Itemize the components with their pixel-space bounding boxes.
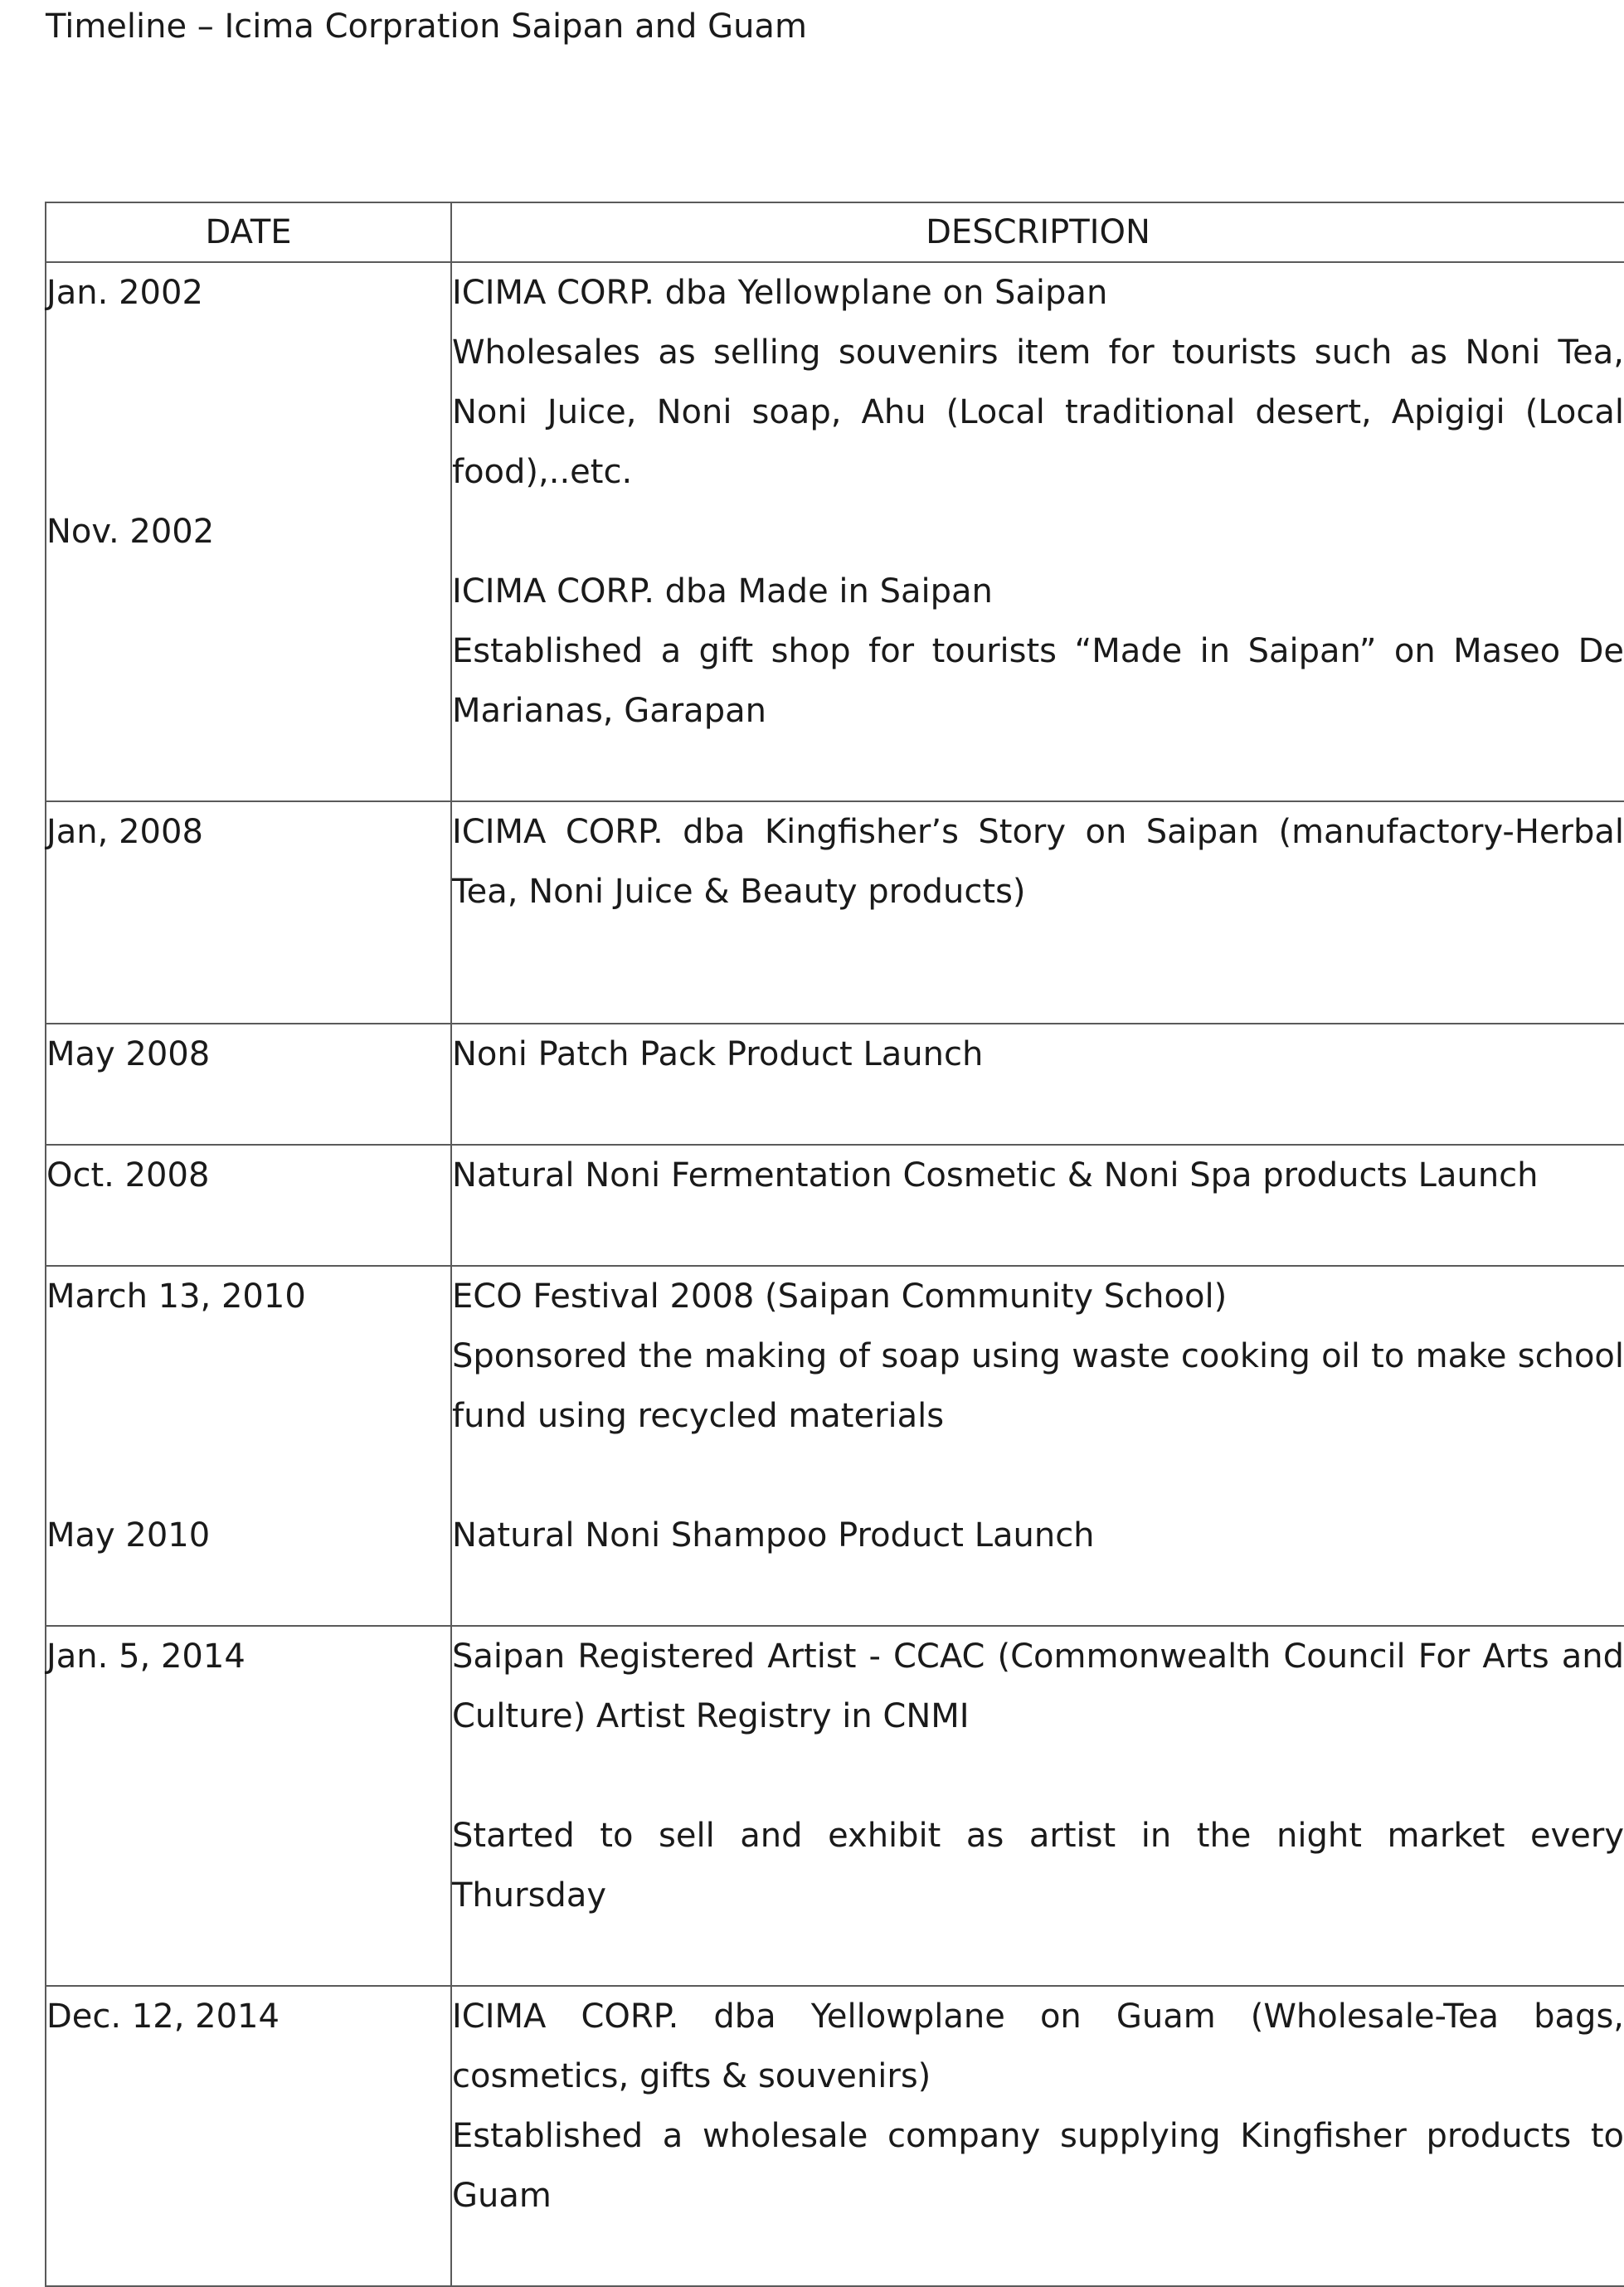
description-cell	[451, 1626, 1624, 1986]
entry-heading: Natural Noni Fermentation Cosmetic & Noni Spa products Launch	[452, 1156, 1539, 1195]
entry-heading: ICIMA CORP. dba Yellowplane on Guam (Wholesale-Tea bags, cosmetics, gifts & souvenirs)	[452, 1997, 1624, 2095]
table-row	[46, 801, 1624, 1024]
entry-body: Sponsored the making of soap using waste cooking oil to make school fund using recycled materials	[452, 1337, 1624, 1435]
timeline-table	[45, 202, 1624, 2287]
entry-heading: ECO Festival 2008 (Saipan Community School)	[452, 1277, 1228, 1316]
table-row	[46, 1145, 1624, 1266]
entry-date: Jan. 5, 2014	[46, 1637, 246, 1676]
table-row	[46, 1266, 1624, 1626]
description-cell	[451, 1266, 1624, 1626]
table-header-row	[46, 202, 1624, 262]
entry-date: Oct. 2008	[46, 1156, 210, 1195]
date-cell	[46, 1266, 451, 1626]
date-cell	[46, 1986, 451, 2286]
table-row	[46, 262, 1624, 801]
entry-date: Dec. 12, 2014	[46, 1997, 280, 2036]
table-row	[46, 1986, 1624, 2286]
entry-date: Nov. 2002	[46, 513, 215, 551]
entry-date: Jan. 2002	[46, 274, 203, 312]
entry-body: Established a gift shop for tourists “Made in Saipan” on Maseo De Marianas, Garapan	[452, 632, 1624, 730]
entry-heading: Saipan Registered Artist - CCAC (Commonwealth Council For Arts and Culture) Artist Registry in CNMI	[452, 1637, 1624, 1735]
entry-date: May 2010	[46, 1516, 211, 1555]
date-cell	[46, 262, 451, 801]
entry-heading: ICIMA CORP. dba Kingfisher’s Story on Saipan (manufactory-Herbal Tea, Noni Juice & Beauty products)	[452, 813, 1624, 911]
entry-heading: Natural Noni Shampoo Product Launch	[452, 1516, 1095, 1555]
page-title: Timeline – Icima Corpration Saipan and Guam	[46, 7, 807, 46]
date-cell	[46, 1024, 451, 1145]
description-cell	[451, 1145, 1624, 1266]
table-row	[46, 1626, 1624, 1986]
description-cell	[451, 1024, 1624, 1145]
entry-heading: Noni Patch Pack Product Launch	[452, 1035, 984, 1073]
description-cell	[451, 262, 1624, 801]
entry-extra: Started to sell and exhibit as artist in the night market every Thursday	[452, 1817, 1624, 1915]
entry-date: Jan, 2008	[46, 813, 203, 851]
date-cell	[46, 801, 451, 1024]
entry-heading: ICIMA CORP. dba Yellowplane on Saipan	[452, 274, 1108, 312]
date-cell	[46, 1626, 451, 1986]
entry-date: May 2008	[46, 1035, 211, 1073]
entry-heading: ICIMA CORP. dba Made in Saipan	[452, 572, 993, 611]
description-cell	[451, 801, 1624, 1024]
entry-body: Established a wholesale company supplying Kingfisher products to Guam	[452, 2117, 1624, 2215]
column-header-date: DATE	[46, 202, 451, 262]
table-row	[46, 1024, 1624, 1145]
entry-date: March 13, 2010	[46, 1277, 306, 1316]
date-cell	[46, 1145, 451, 1266]
description-cell	[451, 1986, 1624, 2286]
column-header-description: DESCRIPTION	[451, 202, 1624, 262]
entry-body: Wholesales as selling souvenirs item for tourists such as Noni Tea, Noni Juice, Noni soap, Ahu (Local traditional desert, Apigigi (Local food),..etc.	[452, 333, 1624, 491]
